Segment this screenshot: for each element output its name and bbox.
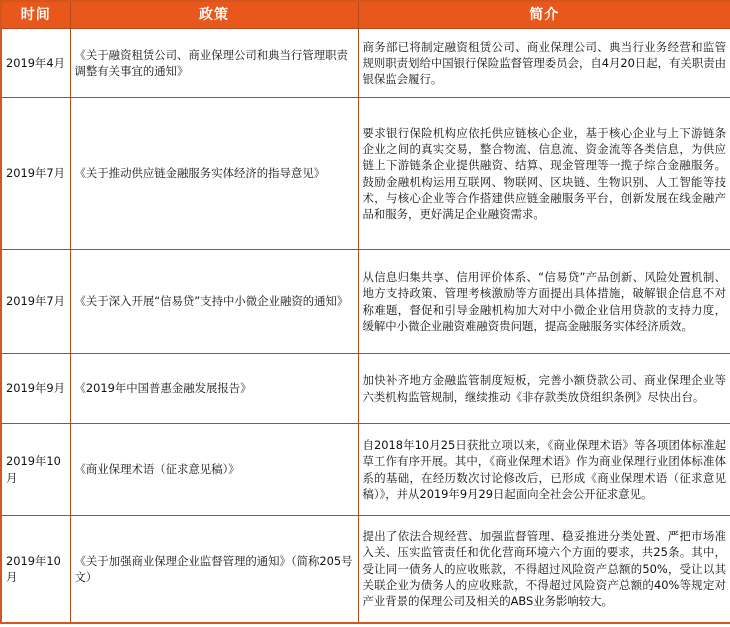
header-policy: 政策 [70, 1, 358, 29]
intro-cell: 商务部已将制定融资租赁公司、商业保理公司、典当行业务经营和监管规则职责划给中国银行保险监督管理委员会，自4月20日起，有关职责由银保监会履行。 [358, 29, 730, 98]
intro-cell: 从信息归集共享、信用评价体系、“信易贷”产品创新、风险处置机制、地方支持政策、管理考核激励等方面提出具体措施，破解银企信息不对称难题，督促和引导金融机构加大对中小微企业信用贷款的支持力度，缓解中小微企业融资难融资贵问题，提高金融服务实体经济质效。 [358, 250, 730, 354]
header-time: 时间 [1, 1, 70, 29]
policy-cell: 《关于推动供应链金融服务实体经济的指导意见》 [70, 98, 358, 250]
time-cell: 2019年4月 [1, 29, 70, 98]
table-row [1, 250, 730, 354]
table-row [1, 516, 730, 623]
policy-cell: 《商业保理术语（征求意见稿）》 [70, 424, 358, 516]
intro-cell: 自2018年10月25日获批立项以来，《商业保理术语》等各项团体标准起草工作有序开展。其中，《商业保理术语》作为商业保理行业团体标准体系的基础，在经历数次讨论修改后，已形成《商业保理术语（征求意见稿）》，并从2019年9月29日起面向全社会公开征求意见。 [358, 424, 730, 516]
table-row [1, 424, 730, 516]
intro-cell: 提出了依法合规经营、加强监督管理、稳妥推进分类处置、严把市场准入关、压实监管责任和优化营商环境六个方面的要求，共25条。其中，受让同一债务人的应收账款，不得超过风险资产总额的50%，受让以其关联企业为债务人的应收账款，不得超过风险资产总额的40%等规定对产业背景的保理公司及相关的ABS业务影响较大。 [358, 516, 730, 623]
table-row [1, 29, 730, 98]
policy-cell: 《关于融资租赁公司、商业保理公司和典当行管理职责调整有关事宜的通知》 [70, 29, 358, 98]
time-cell: 2019年7月 [1, 98, 70, 250]
table-row [1, 354, 730, 424]
header-intro: 简介 [358, 1, 730, 29]
policy-cell: 《关于加强商业保理企业监督管理的通知》（简称205号文） [70, 516, 358, 623]
intro-cell: 要求银行保险机构应依托供应链核心企业，基于核心企业与上下游链条企业之间的真实交易，整合物流、信息流、资金流等各类信息，为供应链上下游链条企业提供融资、结算、现金管理等一揽子综合金融服务。鼓励金融机构运用互联网、物联网、区块链、生物识别、人工智能等技术，与核心企业等合作搭建供应链金融服务平台，创新发展在线金融产品和服务，更好满足企业融资需求。 [358, 98, 730, 250]
time-cell: 2019年10月 [1, 424, 70, 516]
table-row [1, 98, 730, 250]
time-cell: 2019年10月 [1, 516, 70, 623]
policy-cell: 《关于深入开展“信易贷”支持中小微企业融资的通知》 [70, 250, 358, 354]
policy-cell: 《2019年中国普惠金融发展报告》 [70, 354, 358, 424]
intro-cell: 加快补齐地方金融监管制度短板，完善小额贷款公司、商业保理企业等六类机构监管规制，继续推动《非存款类放贷组织条例》尽快出台。 [358, 354, 730, 424]
time-cell: 2019年9月 [1, 354, 70, 424]
time-cell: 2019年7月 [1, 250, 70, 354]
header-row [1, 1, 730, 29]
